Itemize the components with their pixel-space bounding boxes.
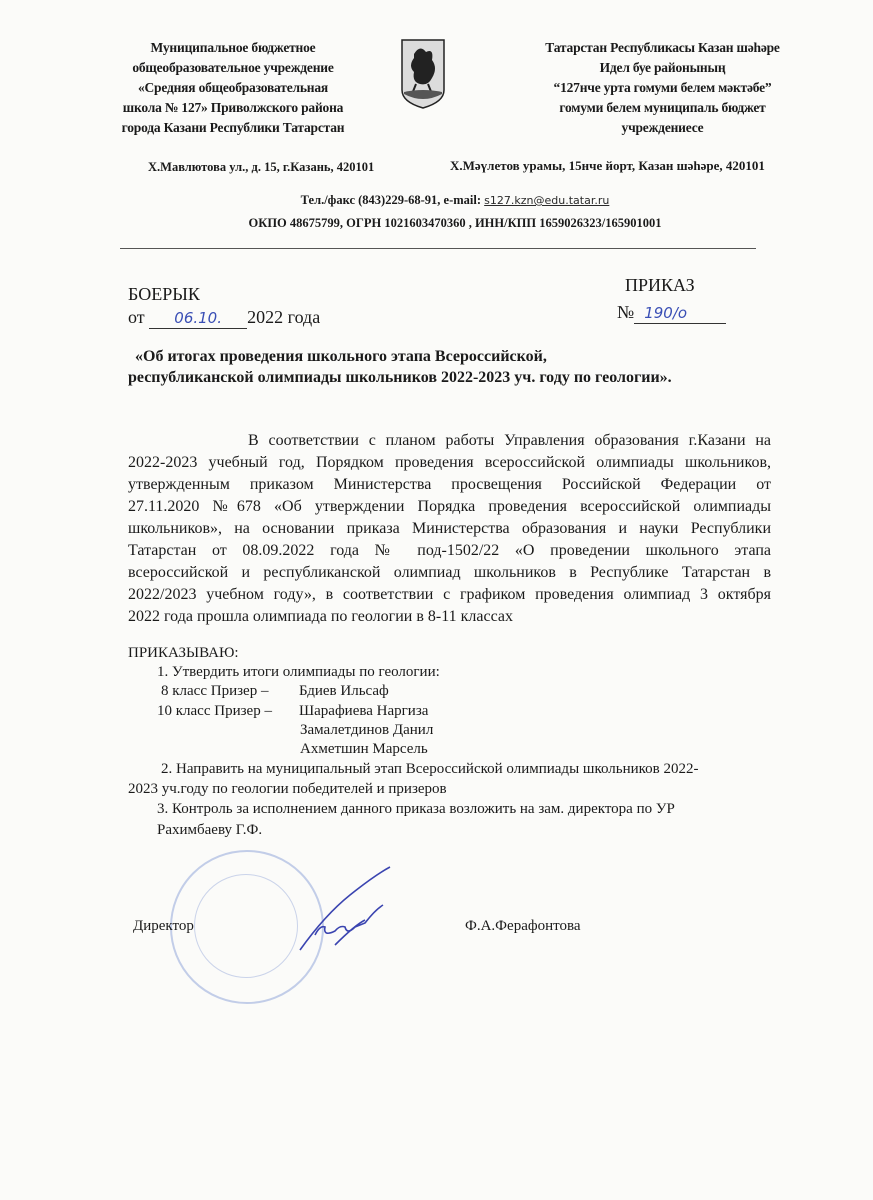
winner-name: Шарафиева Наргиза [299,703,429,719]
order-date [128,307,320,329]
codes-line: ОКПО 48675799, ОГРН 1021603470360 , ИНН/КПП 1659026323/165901001 [248,216,662,230]
header-right-line: гомуми белем муниципаль бюджет [559,100,766,115]
header-right-line: Идел буе районының [599,60,726,75]
header-left-line: города Казани Республики Татарстан [121,120,345,135]
order-number [617,302,726,324]
number-blank [634,302,726,324]
body-line: 2022/2023 учебном году», в соответствии с графиком проведения олимпиад 3 октября [128,586,771,603]
boeryk-label: БОЕРЫК [128,284,200,304]
body-line: школьников», на основании приказа Министерства образования и науки Республики [128,520,771,537]
body-line: утвержденным приказом Министерства просвещения Российской Федерации от [128,476,771,493]
winner-name: Бдиев Ильсаф [299,683,389,699]
header-left-block [100,38,366,138]
body-line: В соответствии с планом работы Управления образования г.Казани на [248,432,771,449]
email-link[interactable]: s127.kzn@edu.tatar.ru [484,194,610,207]
phone-line [120,189,790,212]
orders-heading: ПРИКАЗЫВАЮ: [128,645,239,661]
header-right-line: Татарстан Республикасы Казан шәһәре [545,40,780,55]
order-item-3-cont: Рахимбаеву Г.Ф. [157,822,263,838]
body-line: 2022 года прошла олимпиада по геологии в 8-11 классах [128,608,513,625]
body-line: Татарстан от 08.09.2022 года № под-1502/22 «О проведении школьного этапа [128,542,771,559]
header-right-block [520,38,805,138]
kazan-coat-of-arms-icon [400,38,446,110]
body-line: 27.11.2020 №678 «Об утверждении Порядка проведения всероссийской олимпиады [128,498,771,515]
header-right-line: учреждениесе [621,120,704,135]
body-line: 2022-2023 учебный год, Порядком проведения всероссийской олимпиады школьников, [128,454,771,471]
contacts [120,189,790,234]
winner-label: 10 класс Призер – [157,703,272,719]
order-item-2: 2. Направить на муниципальный этап Всероссийской олимпиады школьников 2022- [161,761,699,777]
header-left-line: Муниципальное бюджетное [150,40,316,55]
header-right-line: “127нче урта гомуми белем мәктәбе” [553,80,772,95]
title-line: республиканской олимпиады школьников 2022-2023 уч. году по геологии». [128,369,672,386]
signature-scribble [295,865,405,955]
title-line: «Об итогах проведения школьного этапа Всероссийской, [135,348,547,365]
address-right: Х.Мәүлетов урамы, 15нче йорт, Казан шәһәре, 420101 [450,158,765,173]
prikaz-label: ПРИКАЗ [625,275,695,295]
order-item-3: 3. Контроль за исполнением данного приказа возложить на зам. директора по УР [157,801,675,817]
header-left-line: общеобразовательное учреждение [132,60,334,75]
date-blank [149,307,247,329]
date-suffix: 2022 года [247,307,321,327]
header-left-line: «Средняя общеобразовательная [137,80,329,95]
date-handwritten: 06.10. [174,309,222,327]
order-item-2-cont: 2023 уч.году по геологии победителей и призеров [128,781,447,797]
signature-role: Директор [133,918,194,934]
order-item-1: 1. Утвердить итоги олимпиады по геологии: [157,664,440,680]
number-prefix: № [617,302,635,322]
order-title [128,346,672,388]
phone-text: Тел./факс (843)229-68-91, e-mail: [300,193,485,207]
winner-name: Ахметшин Марсель [300,741,428,757]
order-body [128,430,771,628]
address-left: Х.Мавлютова ул., д. 15, г.Казань, 420101 [148,160,375,174]
date-prefix: от [128,307,145,327]
number-handwritten: 190/о [644,304,688,322]
winner-name: Замалетдинов Данил [300,722,434,738]
winner-label: 8 класс Призер – [161,683,269,699]
signature-name: Ф.А.Ферафонтова [465,918,581,934]
header-left-line: школа № 127» Приволжского района [122,100,344,115]
header-divider [120,248,756,249]
body-line: всероссийской и республиканской олимпиад школьников в Республике Татарстан в [128,564,771,581]
